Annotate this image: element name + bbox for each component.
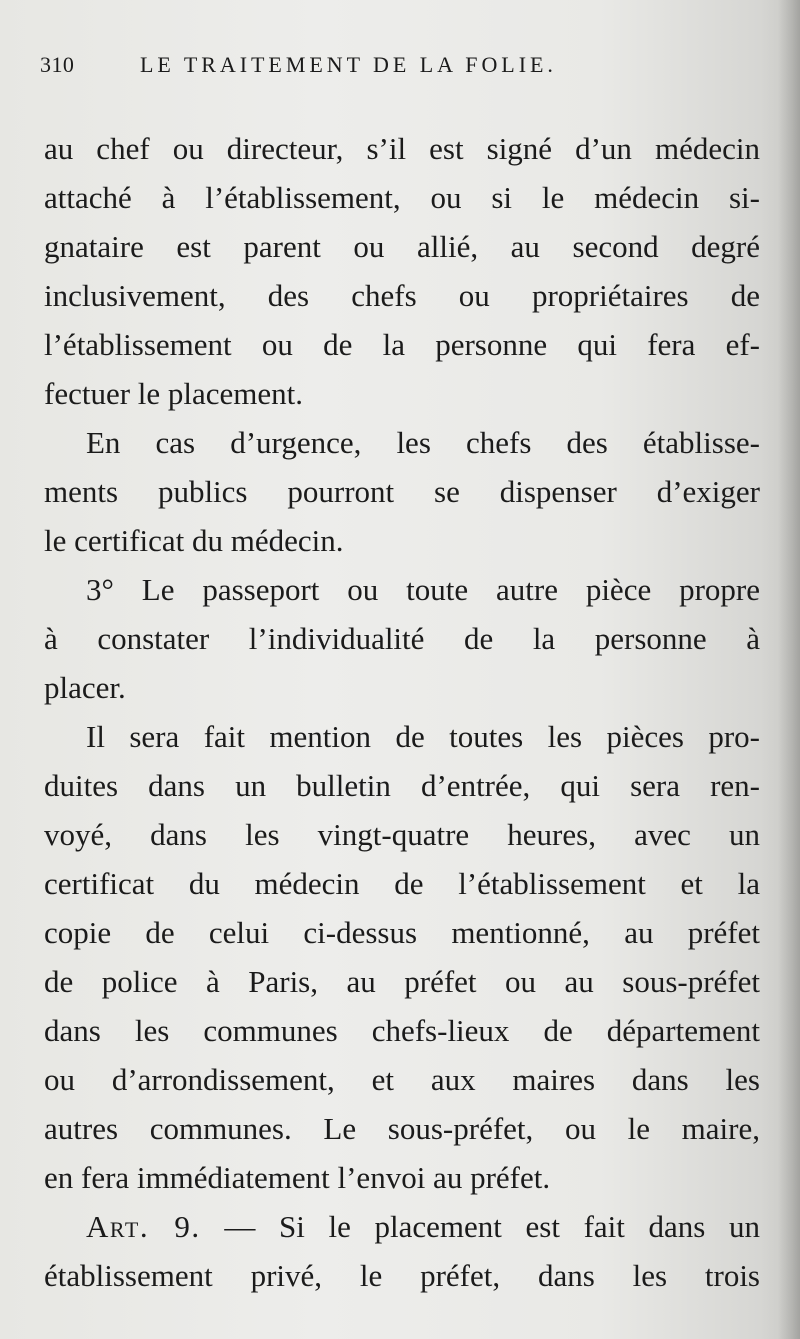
body-text <box>44 124 760 1300</box>
text-line: fectuer le placement. <box>44 376 304 411</box>
page-number: 310 <box>40 52 75 77</box>
text-line: copie de celui ci-dessus mentionné, au préfet <box>44 915 760 950</box>
text-line: en fera immédiatement l’envoi au préfet. <box>44 1160 551 1195</box>
text-line: inclusivement, des chefs ou propriétaires de <box>44 278 760 313</box>
text-line: placer. <box>44 670 126 705</box>
article-line <box>44 1202 760 1251</box>
text-line: En cas d’urgence, les chefs des établisse- <box>86 425 760 460</box>
text-line: dans les communes chefs-lieux de département <box>44 1013 760 1048</box>
article-label: Art. 9. <box>86 1209 201 1244</box>
text-line: 3° Le passeport ou toute autre pièce propre <box>86 572 760 607</box>
text-line: certificat du médecin de l’établissement et la <box>44 866 760 901</box>
text-line: établissement privé, le préfet, dans les trois <box>44 1258 760 1293</box>
text-line: le certificat du médecin. <box>44 523 344 558</box>
text-line: ou d’arrondissement, et aux maires dans les <box>44 1062 760 1097</box>
running-head <box>40 52 760 86</box>
running-title: LE TRAITEMENT DE LA FOLIE. <box>140 52 557 77</box>
text-line: au chef ou directeur, s’il est signé d’un médecin <box>44 131 760 166</box>
text-line: autres communes. Le sous-préfet, ou le maire, <box>44 1111 760 1146</box>
text-line: voyé, dans les vingt-quatre heures, avec un <box>44 817 760 852</box>
text-line: à constater l’individualité de la personne à <box>44 621 760 656</box>
text-line: Il sera fait mention de toutes les pièces pro- <box>86 719 760 754</box>
text-line: de police à Paris, au préfet ou au sous-préfet <box>44 964 760 999</box>
text-line: ments publics pourront se dispenser d’exiger <box>44 474 760 509</box>
text-line: gnataire est parent ou allié, au second degré <box>44 229 760 264</box>
text-line: duites dans un bulletin d’entrée, qui sera ren- <box>44 768 760 803</box>
article-text: — Si le placement est fait dans un <box>200 1209 761 1244</box>
page-edge-shadow <box>778 0 800 1339</box>
text-line: l’établissement ou de la personne qui fera ef- <box>44 327 760 362</box>
text-line: attaché à l’établissement, ou si le médecin si- <box>44 180 760 215</box>
